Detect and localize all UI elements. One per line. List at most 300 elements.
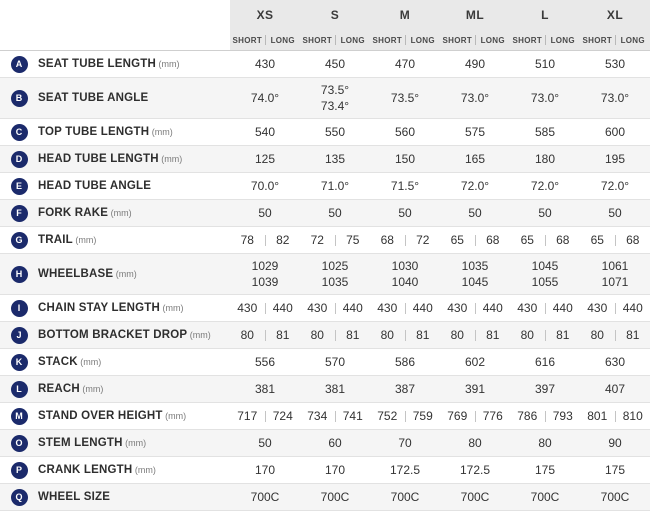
cell-bottom-bracket-drop-xs [230, 322, 300, 349]
cell-value-short: 734 [300, 409, 335, 423]
cell-head-tube-length-l [510, 146, 580, 173]
cell-stack-xl [580, 349, 650, 376]
row-label-text: SEAT TUBE LENGTH [38, 58, 156, 70]
cell-value: 72.0° [601, 179, 629, 193]
cell-value: 50 [328, 206, 341, 220]
cell-seat-tube-angle-m [370, 78, 440, 119]
cell-value-short: 78 [230, 233, 265, 247]
cell-value: 407 [605, 382, 625, 396]
cell-top-tube-length-ml [440, 119, 510, 146]
cell-reach-l [510, 376, 580, 403]
cell-value-pair [300, 227, 370, 253]
variant-long-xl: LONG [616, 36, 650, 45]
cell-bottom-bracket-drop-xl [580, 322, 650, 349]
cell-value: 490 [465, 57, 485, 71]
cell-value-short: 80 [370, 328, 405, 342]
cell-value: 1045 [440, 274, 510, 290]
row-label-head-tube-angle [38, 173, 230, 200]
row-unit: (mm) [187, 330, 211, 340]
cell-fork-rake-xl [580, 200, 650, 227]
row-badge-cell-seat-tube-length [0, 51, 38, 78]
cell-wheel-size-s [300, 484, 370, 511]
cell-value-short: 430 [580, 301, 615, 315]
cell-trail-s [300, 227, 370, 254]
cell-chain-stay-length-ml [440, 295, 510, 322]
cell-value-pair [300, 403, 370, 429]
size-header-xs: XS [230, 0, 300, 30]
cell-value-long: 724 [266, 409, 301, 423]
row-badge-cell-stem-length [0, 430, 38, 457]
row-label-stem-length [38, 430, 230, 457]
table-row [0, 349, 650, 376]
cell-stand-over-height-m [370, 403, 440, 430]
cell-value: 72.0° [531, 179, 559, 193]
row-badge-cell-top-tube-length [0, 119, 38, 146]
cell-bottom-bracket-drop-ml [440, 322, 510, 349]
cell-value-short: 801 [580, 409, 615, 423]
row-label-text: TOP TUBE LENGTH [38, 126, 149, 138]
cell-value-short: 717 [230, 409, 265, 423]
cell-value: 700C [531, 490, 560, 504]
row-unit: (mm) [80, 384, 104, 394]
cell-reach-m [370, 376, 440, 403]
cell-value-short: 72 [300, 233, 335, 247]
cell-chain-stay-length-xl [580, 295, 650, 322]
cell-seat-tube-length-l [510, 51, 580, 78]
row-label-text: HEAD TUBE LENGTH [38, 153, 159, 165]
cell-value-long: 68 [546, 233, 581, 247]
row-label-text: FORK RAKE [38, 207, 108, 219]
cell-value: 381 [255, 382, 275, 396]
cell-value-short: 430 [370, 301, 405, 315]
cell-value-short: 80 [580, 328, 615, 342]
cell-trail-m [370, 227, 440, 254]
cell-trail-xl [580, 227, 650, 254]
cell-crank-length-l [510, 457, 580, 484]
row-label-fork-rake [38, 200, 230, 227]
row-label-chain-stay-length [38, 295, 230, 322]
row-badge: E [11, 178, 28, 195]
table-row [0, 484, 650, 511]
cell-seat-tube-length-s [300, 51, 370, 78]
cell-value: 70 [398, 436, 411, 450]
cell-stacked-values [580, 258, 650, 290]
row-label-seat-tube-angle [38, 78, 230, 119]
cell-value: 73.0° [531, 91, 559, 105]
row-badge-cell-fork-rake [0, 200, 38, 227]
row-label-wheelbase [38, 254, 230, 295]
cell-value-short: 68 [370, 233, 405, 247]
cell-value-pair [580, 322, 650, 348]
cell-value-long: 81 [616, 328, 650, 342]
cell-value-short: 430 [230, 301, 265, 315]
size-header-m: M [370, 0, 440, 30]
cell-value: 556 [255, 355, 275, 369]
cell-crank-length-s [300, 457, 370, 484]
cell-value: 1040 [370, 274, 440, 290]
row-badge-cell-trail [0, 227, 38, 254]
cell-seat-tube-length-xl [580, 51, 650, 78]
row-label-text: STAND OVER HEIGHT [38, 410, 163, 422]
row-badge-cell-chain-stay-length [0, 295, 38, 322]
cell-value-long: 440 [616, 301, 650, 315]
row-badge: B [11, 90, 28, 107]
table-row [0, 173, 650, 200]
variant-header-m [370, 30, 440, 51]
cell-value-short: 769 [440, 409, 475, 423]
cell-head-tube-length-xs [230, 146, 300, 173]
cell-value-pair [370, 403, 440, 429]
cell-head-tube-angle-m [370, 173, 440, 200]
cell-stack-l [510, 349, 580, 376]
cell-value-long: 81 [266, 328, 301, 342]
row-label-bottom-bracket-drop [38, 322, 230, 349]
row-badge-cell-bottom-bracket-drop [0, 322, 38, 349]
cell-value: 50 [398, 206, 411, 220]
cell-value: 74.0° [251, 91, 279, 105]
variant-long-m: LONG [406, 36, 441, 45]
row-label-stack [38, 349, 230, 376]
cell-value: 602 [465, 355, 485, 369]
variant-short-l: SHORT [510, 36, 545, 45]
cell-head-tube-angle-xl [580, 173, 650, 200]
table-row [0, 146, 650, 173]
cell-value-pair [510, 227, 580, 253]
cell-trail-l [510, 227, 580, 254]
cell-wheel-size-m [370, 484, 440, 511]
table-row [0, 295, 650, 322]
row-unit: (mm) [132, 465, 156, 475]
cell-value: 700C [391, 490, 420, 504]
cell-value-long: 68 [616, 233, 650, 247]
cell-stacked-values [370, 258, 440, 290]
cell-value-long: 440 [266, 301, 301, 315]
cell-head-tube-angle-l [510, 173, 580, 200]
row-badge: O [11, 435, 28, 452]
cell-stand-over-height-xl [580, 403, 650, 430]
cell-value: 50 [258, 206, 271, 220]
cell-value: 700C [251, 490, 280, 504]
cell-value-short: 80 [300, 328, 335, 342]
cell-wheelbase-xs [230, 254, 300, 295]
cell-stacked-values [510, 258, 580, 290]
cell-stack-m [370, 349, 440, 376]
cell-head-tube-length-s [300, 146, 370, 173]
cell-value: 50 [608, 206, 621, 220]
table-row [0, 457, 650, 484]
row-label-text: SEAT TUBE ANGLE [38, 92, 148, 104]
cell-head-tube-angle-s [300, 173, 370, 200]
cell-value-long: 82 [266, 233, 301, 247]
cell-value: 381 [325, 382, 345, 396]
cell-stem-length-m [370, 430, 440, 457]
row-unit: (mm) [113, 269, 137, 279]
table-row [0, 51, 650, 78]
cell-value-long: 81 [546, 328, 581, 342]
cell-value: 391 [465, 382, 485, 396]
cell-value-pair [580, 227, 650, 253]
cell-value: 175 [605, 463, 625, 477]
cell-value-pair [230, 403, 300, 429]
cell-top-tube-length-m [370, 119, 440, 146]
cell-value: 170 [255, 463, 275, 477]
cell-value-pair [440, 322, 510, 348]
cell-value: 1029 [230, 258, 300, 274]
cell-value: 60 [328, 436, 341, 450]
row-badge-cell-head-tube-angle [0, 173, 38, 200]
cell-value: 50 [258, 436, 271, 450]
cell-value: 540 [255, 125, 275, 139]
cell-value-long: 81 [476, 328, 511, 342]
cell-value: 80 [468, 436, 481, 450]
cell-chain-stay-length-l [510, 295, 580, 322]
cell-value-pair [370, 322, 440, 348]
cell-value: 73.0° [601, 91, 629, 105]
cell-seat-tube-length-ml [440, 51, 510, 78]
size-header-xl: XL [580, 0, 650, 30]
cell-value-long: 793 [546, 409, 581, 423]
geometry-table-body [0, 51, 650, 511]
corner-label-header [38, 0, 230, 30]
row-badge-cell-head-tube-length [0, 146, 38, 173]
row-label-wheel-size [38, 484, 230, 511]
cell-wheelbase-l [510, 254, 580, 295]
cell-stem-length-l [510, 430, 580, 457]
cell-value: 172.5 [460, 463, 490, 477]
cell-value: 630 [605, 355, 625, 369]
cell-value-pair [230, 322, 300, 348]
cell-chain-stay-length-m [370, 295, 440, 322]
cell-stack-ml [440, 349, 510, 376]
cell-fork-rake-l [510, 200, 580, 227]
variant-header-xl [580, 30, 650, 51]
row-badge: I [11, 300, 28, 317]
cell-stem-length-ml [440, 430, 510, 457]
cell-stem-length-xl [580, 430, 650, 457]
row-label-stand-over-height [38, 403, 230, 430]
row-badge-cell-crank-length [0, 457, 38, 484]
row-badge: L [11, 381, 28, 398]
table-row [0, 376, 650, 403]
cell-value: 570 [325, 355, 345, 369]
cell-trail-xs [230, 227, 300, 254]
row-unit: (mm) [73, 235, 97, 245]
size-header-ml: ML [440, 0, 510, 30]
cell-wheel-size-xl [580, 484, 650, 511]
cell-value: 510 [535, 57, 555, 71]
cell-value-short: 80 [230, 328, 265, 342]
cell-wheel-size-l [510, 484, 580, 511]
cell-value-pair [440, 227, 510, 253]
cell-value: 1061 [580, 258, 650, 274]
cell-head-tube-angle-ml [440, 173, 510, 200]
variant-short-xl: SHORT [580, 36, 615, 45]
cell-top-tube-length-l [510, 119, 580, 146]
cell-value-long: 741 [336, 409, 371, 423]
variant-long-s: LONG [336, 36, 371, 45]
row-badge: F [11, 205, 28, 222]
cell-value-pair [230, 295, 300, 321]
cell-reach-ml [440, 376, 510, 403]
row-label-top-tube-length [38, 119, 230, 146]
row-badge-cell-wheelbase [0, 254, 38, 295]
variant-header-row [0, 30, 650, 51]
cell-value: 70.0° [251, 179, 279, 193]
row-label-text: WHEELBASE [38, 268, 113, 280]
cell-value: 1025 [300, 258, 370, 274]
cell-value: 71.0° [321, 179, 349, 193]
size-header-s: S [300, 0, 370, 30]
row-label-text: CHAIN STAY LENGTH [38, 302, 160, 314]
cell-value-long: 810 [616, 409, 650, 423]
cell-value-pair [370, 227, 440, 253]
cell-value: 387 [395, 382, 415, 396]
cell-value: 172.5 [390, 463, 420, 477]
cell-head-tube-angle-xs [230, 173, 300, 200]
cell-value-pair [230, 227, 300, 253]
cell-value: 180 [535, 152, 555, 166]
row-label-text: WHEEL SIZE [38, 491, 110, 503]
cell-value: 470 [395, 57, 415, 71]
row-badge-cell-reach [0, 376, 38, 403]
cell-crank-length-m [370, 457, 440, 484]
variant-short-m: SHORT [370, 36, 405, 45]
row-badge: A [11, 56, 28, 73]
row-label-crank-length [38, 457, 230, 484]
cell-wheelbase-xl [580, 254, 650, 295]
table-row [0, 322, 650, 349]
row-badge: G [11, 232, 28, 249]
size-header-row [0, 0, 650, 30]
cell-value: 125 [255, 152, 275, 166]
cell-value: 73.4° [300, 98, 370, 114]
cell-bottom-bracket-drop-l [510, 322, 580, 349]
cell-fork-rake-ml [440, 200, 510, 227]
row-label-text: STEM LENGTH [38, 437, 123, 449]
row-badge: J [11, 327, 28, 344]
cell-stacked-values [230, 258, 300, 290]
cell-value-long: 440 [336, 301, 371, 315]
cell-chain-stay-length-xs [230, 295, 300, 322]
cell-reach-xl [580, 376, 650, 403]
cell-value: 1055 [510, 274, 580, 290]
cell-value: 71.5° [391, 179, 419, 193]
row-label-seat-tube-length [38, 51, 230, 78]
row-label-text: CRANK LENGTH [38, 464, 132, 476]
row-unit: (mm) [159, 154, 183, 164]
row-badge: D [11, 151, 28, 168]
cell-value-pair [580, 403, 650, 429]
cell-crank-length-xs [230, 457, 300, 484]
cell-bottom-bracket-drop-s [300, 322, 370, 349]
row-label-text: HEAD TUBE ANGLE [38, 180, 151, 192]
cell-value: 700C [601, 490, 630, 504]
cell-value-pair [510, 295, 580, 321]
cell-value: 430 [255, 57, 275, 71]
cell-value: 50 [468, 206, 481, 220]
cell-value-long: 440 [476, 301, 511, 315]
cell-value-short: 65 [510, 233, 545, 247]
table-row [0, 200, 650, 227]
row-label-text: TRAIL [38, 234, 73, 246]
cell-value: 560 [395, 125, 415, 139]
cell-value: 1035 [440, 258, 510, 274]
cell-value-short: 752 [370, 409, 405, 423]
cell-value: 585 [535, 125, 555, 139]
cell-value: 170 [325, 463, 345, 477]
row-label-text: BOTTOM BRACKET DROP [38, 329, 187, 341]
cell-value-short: 430 [510, 301, 545, 315]
cell-wheelbase-m [370, 254, 440, 295]
cell-value: 450 [325, 57, 345, 71]
corner-label-subheader [38, 30, 230, 51]
table-row [0, 403, 650, 430]
cell-value: 90 [608, 436, 621, 450]
cell-stack-s [300, 349, 370, 376]
cell-value: 50 [538, 206, 551, 220]
row-label-head-tube-length [38, 146, 230, 173]
cell-seat-tube-angle-s [300, 78, 370, 119]
row-label-reach [38, 376, 230, 403]
cell-crank-length-ml [440, 457, 510, 484]
cell-value-pair [440, 295, 510, 321]
row-badge: M [11, 408, 28, 425]
cell-value-short: 430 [440, 301, 475, 315]
cell-stand-over-height-s [300, 403, 370, 430]
cell-value: 1045 [510, 258, 580, 274]
cell-value-short: 80 [440, 328, 475, 342]
cell-chain-stay-length-s [300, 295, 370, 322]
cell-head-tube-length-m [370, 146, 440, 173]
cell-value-long: 440 [546, 301, 581, 315]
cell-value: 1030 [370, 258, 440, 274]
cell-value-pair [300, 295, 370, 321]
table-row [0, 254, 650, 295]
cell-value: 700C [461, 490, 490, 504]
cell-value: 1039 [230, 274, 300, 290]
cell-value: 73.0° [461, 91, 489, 105]
cell-value: 73.5° [391, 91, 419, 105]
cell-value: 575 [465, 125, 485, 139]
cell-seat-tube-angle-ml [440, 78, 510, 119]
cell-value-short: 430 [300, 301, 335, 315]
corner-badge-header [0, 0, 38, 30]
cell-value-pair [440, 403, 510, 429]
cell-trail-ml [440, 227, 510, 254]
cell-value: 80 [538, 436, 551, 450]
cell-head-tube-length-xl [580, 146, 650, 173]
cell-value: 700C [321, 490, 350, 504]
cell-stacked-values [300, 258, 370, 290]
cell-reach-xs [230, 376, 300, 403]
cell-value: 150 [395, 152, 415, 166]
table-row [0, 430, 650, 457]
row-badge-cell-stand-over-height [0, 403, 38, 430]
row-badge-cell-stack [0, 349, 38, 376]
cell-value-long: 440 [406, 301, 441, 315]
cell-wheel-size-ml [440, 484, 510, 511]
corner-badge-subheader [0, 30, 38, 51]
row-unit: (mm) [123, 438, 147, 448]
cell-value-short: 80 [510, 328, 545, 342]
variant-long-xs: LONG [266, 36, 301, 45]
cell-value: 397 [535, 382, 555, 396]
cell-value: 72.0° [461, 179, 489, 193]
cell-value-pair [300, 322, 370, 348]
cell-value: 165 [465, 152, 485, 166]
cell-value-short: 786 [510, 409, 545, 423]
cell-value: 586 [395, 355, 415, 369]
